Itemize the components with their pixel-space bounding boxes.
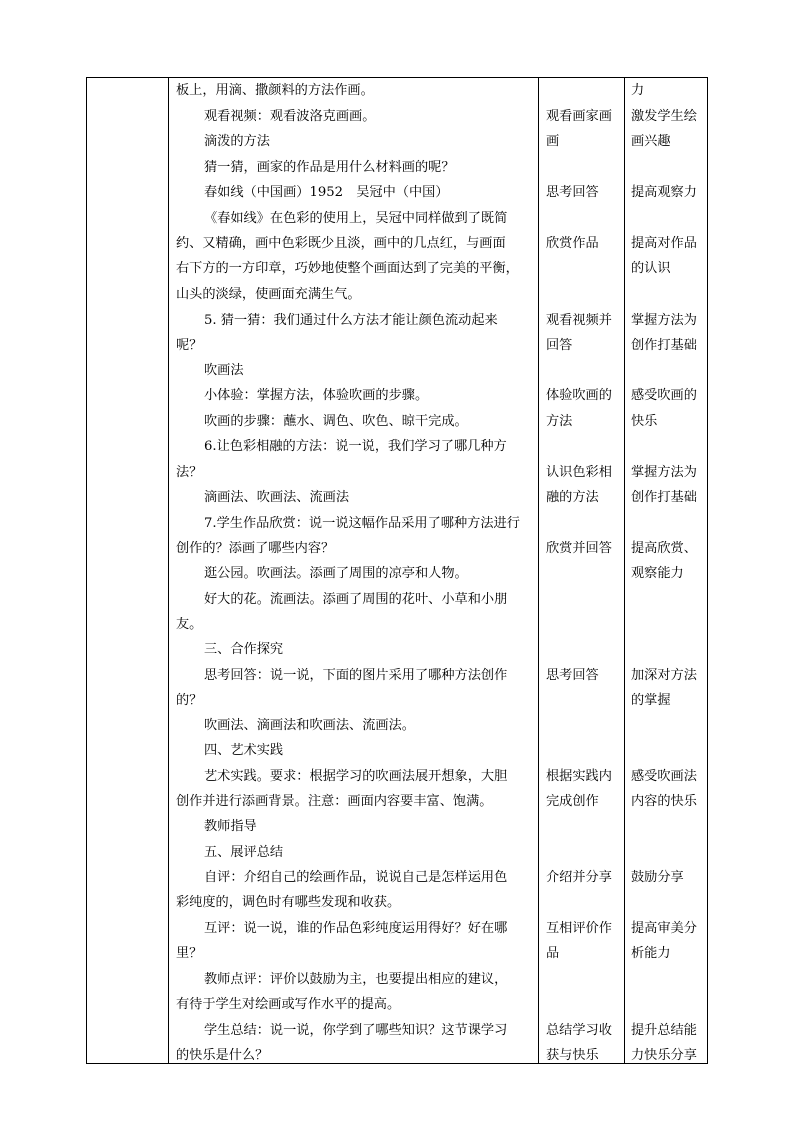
main-text-line: 有待于学生对绘画或写作水平的提高。 <box>176 997 401 1012</box>
main-text-line: 板上，用滴、撒颜料的方法作画。 <box>176 83 374 98</box>
main-text-line: 里？ <box>176 946 203 961</box>
lesson-plan-table <box>86 77 708 1064</box>
main-text-line: 《春如线》在色彩的使用上，吴冠中同样做到了既简 <box>204 211 508 226</box>
main-text-line: 山头的淡绿，使画面充满生气。 <box>176 287 361 302</box>
student-text-line: 画 <box>546 134 560 149</box>
student-text-line: 思考回答 <box>546 185 599 200</box>
purpose-text-line: 的掌握 <box>631 693 671 708</box>
main-text-line: 友。 <box>176 617 203 632</box>
student-text-line: 根据实践内 <box>546 769 612 784</box>
main-text-line: 创作并进行添画背景。注意：画面内容要丰富、饱满。 <box>176 794 493 809</box>
column-divider <box>538 78 539 1063</box>
student-text-line: 欣赏作品 <box>546 236 599 251</box>
student-text-line: 方法 <box>546 414 573 429</box>
main-text-line: 的？ <box>176 693 203 708</box>
main-text-line: 吹画法、滴画法和吹画法、流画法。 <box>204 718 415 733</box>
main-text-line: 右下方的一方印章，巧妙地使整个画面达到了完美的平衡， <box>176 261 519 276</box>
main-text-line: 法？ <box>176 465 203 480</box>
student-text-line: 完成创作 <box>546 794 599 809</box>
purpose-text-line: 创作打基础 <box>631 490 697 505</box>
purpose-text-line: 激发学生绘 <box>631 109 697 124</box>
main-text-line: 逛公园。吹画法。添画了周围的凉亭和人物。 <box>204 566 468 581</box>
purpose-text-line: 提高观察力 <box>631 185 697 200</box>
main-text-line: 四、艺术实践 <box>204 743 284 758</box>
main-text-line: 吹画法 <box>204 363 244 378</box>
purpose-text-line: 提高欣赏、 <box>631 541 697 556</box>
student-text-line: 观看视频并 <box>546 313 612 328</box>
purpose-text-line: 力 <box>631 83 645 98</box>
main-text-line: 观看视频：观看波洛克画画。 <box>204 109 376 124</box>
student-text-line: 认识色彩相 <box>546 465 612 480</box>
purpose-text-line: 创作打基础 <box>631 338 697 353</box>
main-text-line: 彩纯度的，调色时有哪些发现和收获。 <box>176 895 401 910</box>
main-text-line: 思考回答：说一说，下面的图片采用了哪种方法创作 <box>204 668 508 683</box>
main-text-line: 春如线（中国画）1952 吴冠中（中国） <box>204 185 449 200</box>
student-text-line: 融的方法 <box>546 490 599 505</box>
purpose-text-line: 观察能力 <box>631 566 684 581</box>
student-text-line: 体验吹画的 <box>546 388 612 403</box>
column-divider <box>624 78 625 1063</box>
student-text-line: 回答 <box>546 338 573 353</box>
main-text-line: 猜一猜，画家的作品是用什么材料画的呢？ <box>204 160 455 175</box>
student-text-line: 观看画家画 <box>546 109 612 124</box>
purpose-text-line: 内容的快乐 <box>631 794 697 809</box>
main-text-line: 教师点评：评价以鼓励为主，也要提出相应的建议， <box>204 972 508 987</box>
purpose-text-line: 快乐 <box>631 414 658 429</box>
main-text-line: 五、展评总结 <box>204 845 284 860</box>
student-text-line: 互相评价作 <box>546 921 612 936</box>
main-text-line: 自评：介绍自己的绘画作品，说说自己是怎样运用色 <box>204 870 508 885</box>
main-text-line: 互评：说一说，谁的作品色彩纯度运用得好？好在哪 <box>204 921 508 936</box>
purpose-text-line: 的认识 <box>631 261 671 276</box>
main-text-line: 滴泼的方法 <box>204 134 270 149</box>
main-text-line: 7.学生作品欣赏：说一说这幅作品采用了哪种方法进行 <box>204 516 520 531</box>
main-text-line: 6.让色彩相融的方法：说一说，我们学习了哪几种方 <box>204 439 507 454</box>
main-text-line: 吹画的步骤：蘸水、调色、吹色、晾干完成。 <box>204 414 468 429</box>
purpose-text-line: 画兴趣 <box>631 134 671 149</box>
purpose-text-line: 感受吹画法 <box>631 769 697 784</box>
purpose-text-line: 提高对作品 <box>631 236 697 251</box>
student-text-line: 品 <box>546 946 560 961</box>
purpose-text-line: 提升总结能 <box>631 1023 697 1038</box>
main-text-line: 呢？ <box>176 338 203 353</box>
purpose-text-line: 析能力 <box>631 946 671 961</box>
purpose-text-line: 力快乐分享 <box>631 1048 697 1063</box>
student-text-line: 欣赏并回答 <box>546 541 612 556</box>
purpose-text-line: 感受吹画的 <box>631 388 697 403</box>
main-text-line: 约、又精确，画中色彩既少且淡，画中的几点红，与画面 <box>176 236 506 251</box>
purpose-text-line: 掌握方法为 <box>631 313 697 328</box>
main-text-line: 小体验：掌握方法，体验吹画的步骤。 <box>204 388 429 403</box>
main-text-line: 教师指导 <box>204 819 257 834</box>
student-text-line: 介绍并分享 <box>546 870 612 885</box>
main-text-line: 艺术实践。要求：根据学习的吹画法展开想象，大胆 <box>204 769 508 784</box>
student-text-line: 思考回答 <box>546 668 599 683</box>
main-text-line: 好大的花。流画法。添画了周围的花叶、小草和小朋 <box>204 592 508 607</box>
main-text-line: 学生总结：说一说，你学到了哪些知识？这节课学习 <box>204 1023 508 1038</box>
student-text-line: 获与快乐 <box>546 1048 599 1063</box>
main-text-line: 的快乐是什么？ <box>176 1048 269 1063</box>
main-text-line: 三、合作探究 <box>204 642 284 657</box>
main-text-line: 5. 猜一猜：我们通过什么方法才能让颜色流动起来 <box>204 313 498 328</box>
purpose-text-line: 掌握方法为 <box>631 465 697 480</box>
purpose-text-line: 鼓励分享 <box>631 870 684 885</box>
column-divider <box>168 78 169 1063</box>
student-text-line: 总结学习收 <box>546 1023 612 1038</box>
purpose-text-line: 提高审美分 <box>631 921 697 936</box>
purpose-text-line: 加深对方法 <box>631 668 697 683</box>
main-text-line: 创作的？添画了哪些内容？ <box>176 541 335 556</box>
main-text-line: 滴画法、吹画法、流画法 <box>204 490 350 505</box>
